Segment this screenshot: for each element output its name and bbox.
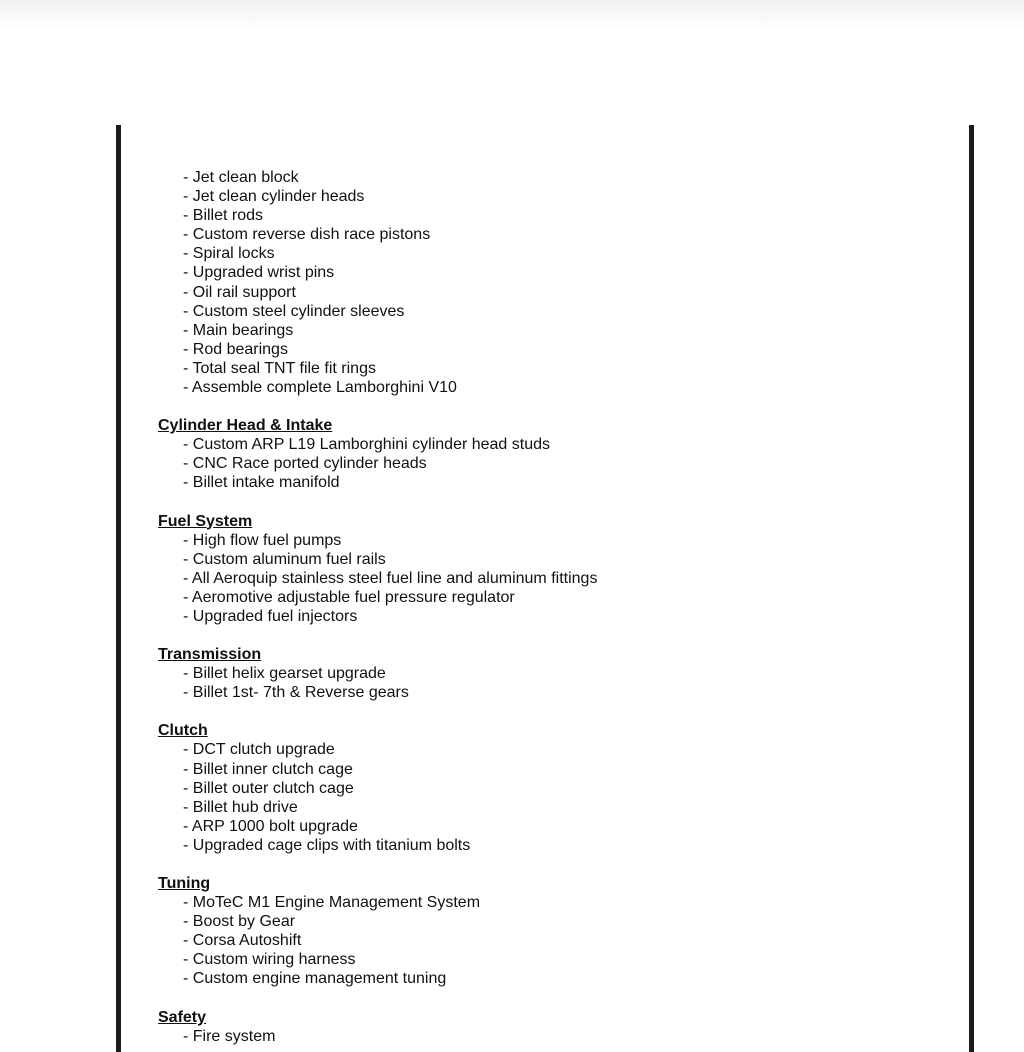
- list-item: - Spiral locks: [183, 245, 275, 263]
- section-heading: Safety: [158, 1008, 207, 1026]
- list-item: - Rod bearings: [183, 340, 288, 358]
- list-item: - Custom wiring harness: [183, 951, 356, 969]
- list-item: - Boost by Gear: [183, 913, 296, 931]
- section-fuel-system: [158, 512, 958, 627]
- list-item: - Total seal TNT file fit rings: [183, 359, 376, 377]
- list-item: - Corsa Autoshift: [183, 932, 302, 950]
- list-item: - Jet clean cylinder heads: [183, 188, 365, 206]
- list-item: - Custom ARP L19 Lamborghini cylinder head studs: [183, 436, 551, 454]
- list-item: - Custom steel cylinder sleeves: [183, 302, 405, 320]
- section-heading: Fuel System: [158, 512, 253, 530]
- top-shadow: [0, 0, 1024, 30]
- list-item: - ARP 1000 bolt upgrade: [183, 817, 358, 835]
- list-item: - Billet 1st- 7th & Reverse gears: [183, 684, 409, 702]
- section-heading: Transmission: [158, 646, 262, 664]
- list-item: - DCT clutch upgrade: [183, 741, 335, 759]
- list-item: - Billet hub drive: [183, 798, 298, 816]
- list-item: - Upgraded wrist pins: [183, 264, 335, 282]
- section-tuning: [158, 874, 958, 989]
- list-item: - Fire system: [183, 1027, 276, 1045]
- section-cylinder-head-intake: [158, 416, 958, 492]
- section-heading: Clutch: [158, 722, 208, 740]
- list-item: - Custom aluminum fuel rails: [183, 550, 386, 568]
- list-item: - MoTeC M1 Engine Management System: [183, 894, 481, 912]
- section-safety: [158, 1008, 958, 1046]
- section-heading: Cylinder Head & Intake: [158, 417, 333, 435]
- intro-list: [158, 168, 958, 397]
- list-item: - Billet outer clutch cage: [183, 779, 354, 797]
- list-item: - Oil rail support: [183, 283, 296, 301]
- list-item: - Main bearings: [183, 321, 294, 339]
- list-item: - Upgraded cage clips with titanium bolts: [183, 836, 471, 854]
- list-item: - CNC Race ported cylinder heads: [183, 455, 427, 473]
- section-heading: Tuning: [158, 875, 211, 892]
- list-item: - Billet intake manifold: [183, 474, 340, 492]
- list-item: - Jet clean block: [183, 169, 299, 186]
- list-item: - Assemble complete Lamborghini V10: [183, 379, 457, 397]
- list-item: - Custom engine management tuning: [183, 970, 447, 988]
- list-item: - Billet helix gearset upgrade: [183, 665, 386, 683]
- list-item: - Billet inner clutch cage: [183, 760, 353, 778]
- document-content: [158, 168, 958, 1046]
- section-transmission: [158, 645, 958, 702]
- list-item: - All Aeroquip stainless steel fuel line and aluminum fittings: [183, 569, 598, 587]
- section-clutch: [158, 721, 958, 855]
- list-item: - Custom reverse dish race pistons: [183, 226, 431, 244]
- list-item: - Aeromotive adjustable fuel pressure regulator: [183, 588, 515, 606]
- list-item: - Upgraded fuel injectors: [183, 607, 358, 625]
- list-item: - Billet rods: [183, 207, 264, 225]
- list-item: - High flow fuel pumps: [183, 531, 342, 549]
